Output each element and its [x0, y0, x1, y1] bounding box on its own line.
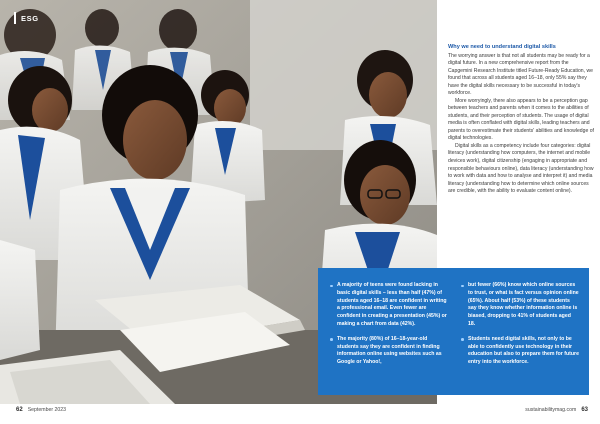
- article-paragraph: More worryingly, there also appears to be a perception gap between teachers and parents when it comes to the abilities of students, and their perception of students. The usage of digital media is often conflated with digital skills, leading teachers and parents to overestimate their students' abilities and knowledge of digital technologies.: [448, 97, 594, 142]
- callout-column-left: [330, 282, 448, 374]
- website-link[interactable]: sustainabilitymag.com: [525, 407, 577, 413]
- article-paragraph: Digital skills as a competency include four categories: digital literacy (understanding how computers, the internet and mobile devices work), digital citizenship (engaging in appropriate and responsible behaviours online), data literacy (understanding how to work with data and how to analyse and interpret it) and media literacy (understanding how to determine which online sources are credible, with the ability to evaluate content online).: [448, 142, 594, 195]
- article-heading: Why we need to understand digital skills: [448, 44, 556, 50]
- callout-bullet: but fewer (66%) know which online sources to trust, or what is fact versus opinion online (65%). About half (53%) of these students say they know whether information online is biased, dropping to 41% of students aged 18.: [461, 282, 579, 329]
- footer-right: [525, 407, 588, 413]
- callout-bullet: The majority (80%) of 16–18-year-old students say they are confident in finding information online using websites such as Google or Yahoo!,: [330, 336, 448, 367]
- article-paragraph: The worrying answer is that not all students may be ready for a digital future. In a new comprehensive report from the Capgemini Research Institute titled Future-Ready Education, we found that across all students aged 16–18, only 55% say they have the digital skills necessary to be successful in today's workforce.: [448, 52, 593, 97]
- article-column: [448, 44, 594, 196]
- section-tag-label: ESG: [21, 13, 39, 23]
- footer-left: [16, 407, 66, 413]
- callout-bullet: Students need digital skills, not only to be able to confidently use technology in their education but also to prepare them for future entry into the workforce.: [461, 336, 579, 367]
- section-tag: [14, 12, 39, 24]
- stats-callout-box: [318, 268, 589, 395]
- callout-bullet: A majority of teens were found lacking in basic digital skills – less than half (47%) of students aged 16–18 are confident in writing a professional email. Even fewer are confident in creating a presentation (45%) or making a chart from data (42%).: [330, 282, 448, 329]
- section-tag-bar: [14, 12, 16, 24]
- issue-date: September 2023: [27, 407, 67, 413]
- page-number-left: 62: [16, 407, 23, 413]
- page-number-right: 63: [581, 407, 588, 413]
- callout-column-right: [461, 282, 579, 374]
